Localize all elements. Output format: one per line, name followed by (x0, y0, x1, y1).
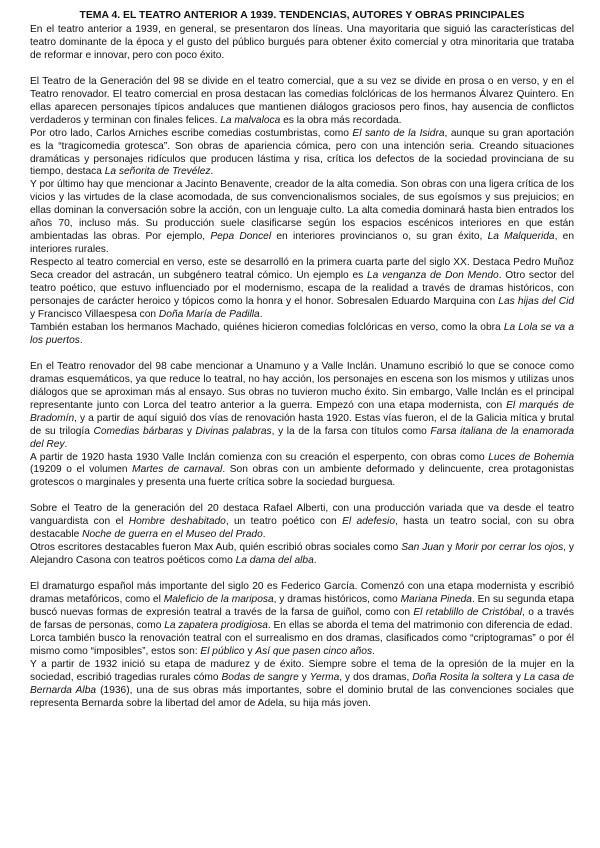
text-run: (1936), una de sus obras más importantes, sobre el dominio brutal de las convenciones sociales que representa Bernarda sobre la libertad del amor de Adela, su hija más joven. (30, 684, 574, 709)
work-title: La venganza de Don Mendo (366, 270, 499, 282)
work-title: La Malquerida (487, 231, 555, 243)
paragraph-spacer (30, 490, 574, 503)
work-title: Bodas de sangre (221, 671, 299, 683)
paragraph (30, 503, 574, 542)
work-title: Luces de Bohemia (488, 451, 574, 463)
paragraph-spacer (30, 348, 574, 361)
paragraph (30, 76, 574, 128)
text-run: También estaban los hermanos Machado, quiénes hicieron comedias folclóricas en verso, como la obra (30, 321, 504, 333)
text-run: . (210, 166, 214, 178)
text-run: . (262, 529, 266, 541)
work-title: Doña Rosita la soltera (412, 671, 513, 683)
work-title: El adefesio (342, 516, 395, 528)
text-run: y (444, 542, 456, 554)
text-run: , y Alejandro Casona con teatros poéticos como (30, 542, 575, 567)
work-title: Farsa italiana de la enamorada del Rey (30, 425, 574, 450)
text-run: , y a partir de aquí siguió dos vías de renovación hasta 1920. Estas vías fueron, el de la Galicia mítica y brutal de su trilogía (30, 412, 574, 437)
text-run: y (512, 671, 524, 683)
work-title: Morir por cerrar los ojos (455, 542, 564, 554)
work-title: Las hijas del Cid (498, 296, 574, 308)
work-title: Mariana Pineda (400, 594, 472, 606)
text-run: en interiores provincianos o, su gran éxito, (271, 231, 488, 243)
text-run: (19209 o el volumen (30, 464, 133, 476)
work-title: El marqués de Bradomín (30, 399, 575, 424)
paragraph (30, 322, 574, 348)
work-title: El público (200, 645, 245, 657)
paragraph (30, 179, 574, 257)
text-run: y (298, 671, 310, 683)
work-title: La malvaloca (220, 114, 281, 126)
paragraph (30, 257, 574, 322)
paragraph-spacer (30, 63, 574, 76)
text-run: , o a través de farsas de personas, como (30, 607, 574, 631)
text-run: y Francisco Villaespesa con (30, 308, 159, 320)
text-run: . Son obras con un ambiente deformado y delincuente, crea protagonistas grotescos o marginales y presenta una fuerte crítica sobre la sociedad burguesa. (30, 464, 575, 489)
text-run: Respecto al teatro comercial en verso, este se desarrolló en la primera cuarta parte del siglo XX. Destaca Pedro Muñoz Seca creador del astracán, un subgénero teatral cómico. Un ejemplo es (30, 257, 574, 282)
work-title: La Lola se va a los puertos (30, 321, 574, 346)
document-body (30, 24, 574, 711)
paragraph (30, 659, 574, 711)
paragraph (30, 128, 574, 180)
text-run: El dramaturgo español más importante del siglo 20 es Federico García. Comenzó con una etapa modernista y escribió dramas metafóricos, como el (30, 581, 574, 606)
text-run: A partir de 1920 hasta 1930 Valle Inclán comienza con su creación el esperpento, con obras como (30, 451, 489, 463)
text-run: . En ellas se aborda el tema del matrimonio con diferencia de edad. (267, 619, 573, 631)
work-title: La señorita de Trevélez (104, 166, 211, 178)
text-run: . (64, 438, 68, 450)
work-title: San Juan (401, 542, 445, 554)
work-title: Divinas palabras (195, 425, 272, 437)
paragraph (30, 452, 574, 491)
work-title: Martes de carnaval (132, 464, 223, 476)
text-run: , y dos dramas, (339, 671, 413, 683)
text-run: El Teatro de la Generación del 98 se divide en el teatro comercial, que a su vez se divide en prosa o en verso, y en el Teatro renovador. El teatro comercial en prosa destacan las comedias folclóricas de los hermanos Álvarez Quintero. En ellas aparecen personajes típicos andaluces que mantienen diálogos graciosos pero finos, hay ausencia de conflictos verdaderos y terminan con finales felices. (30, 75, 574, 126)
work-title: Así que pasen cinco años (255, 645, 373, 657)
work-title: La zapatera prodigiosa (164, 619, 268, 631)
text-run: . Otro sector del teatro poético, que estuvo influenciado por el modernismo, escapa de la realidad a través de dramas históricos, con personajes de carácter heroico y tópicos como la honra y el honor. Sobresalen Eduardo Marquina con (30, 270, 574, 308)
text-run: Lorca también busco la renovación teatral con el surrealismo en dos dramas, clasificados como “criptogramas” o por él mismo como “imposibles”, estos son: (30, 632, 574, 657)
text-run: . (79, 334, 83, 346)
work-title: Yerma (309, 671, 340, 683)
text-run: es la obra más recordada. (280, 114, 402, 126)
paragraph (30, 633, 574, 659)
text-run: . (372, 645, 375, 657)
text-run: En el teatro anterior a 1939, en general, se presentaron dos líneas. Una mayoritaria que siguió las características del teatro dominante de la época y el gusto del público burgués para obtener éxito comercial y otra minoritaria que trataba de reformar e innovar, pero con poco éxito. (30, 23, 574, 61)
paragraph-spacer (30, 568, 574, 581)
text-run: Por otro lado, Carlos Arniches escribe comedias costumbristas, como (30, 127, 353, 139)
work-title: La casa de Bernarda Alba (30, 671, 574, 696)
work-title: Doña María de Padilla (158, 308, 260, 320)
text-run: , hasta un teatro social, con su obra destacable (30, 516, 574, 541)
text-run: . (259, 308, 263, 320)
work-title: El retablillo de Cristóbal (413, 607, 522, 619)
paragraph (30, 581, 574, 633)
text-run: y (244, 645, 256, 657)
text-run: , aunque su gran aportación es la “tragicomedia grotesca”. Son obras de apariencia cómica, pero con una intención seria. Creando situaciones dramáticas y personajes ridículos que producen lástima y risa, crítica los defectos de la sociedad provinciana de su tiempo, destaca (30, 127, 574, 178)
work-title: El santo de la Isidra (352, 127, 445, 139)
work-title: Comedias bárbaras (93, 425, 184, 437)
paragraph (30, 542, 574, 568)
work-title: Maleficio de la mariposa (163, 594, 274, 606)
text-run: Otros escritores destacables fueron Max Aub, quién escribió obras sociales como (30, 542, 402, 554)
text-run: y (183, 425, 196, 437)
paragraph (30, 24, 574, 63)
text-run: Y a partir de 1932 inició su etapa de madurez y de éxito. Siempre sobre el tema de la opresión de la mujer en la sociedad, escribió tragedias rurales cómo (30, 658, 574, 683)
work-title: Hombre deshabitado (128, 516, 226, 528)
text-run: , y dramas históricos, como (273, 594, 401, 606)
text-run: , un teatro poético con (225, 516, 343, 528)
work-title: La dama del alba (235, 555, 314, 567)
text-run: Y por último hay que mencionar a Jacinto Benavente, creador de la alta comedia. Son obras con una ligera crítica de los vicios y las virtudes de la clase acomodada, de sus convencionalismos sociales, de sus egoísmos y sus prejuicios; en ellas dominan la conversación sobre la acción, con un lenguaje culto. La alta comedia dominará hasta bien entrados los años 70, incluso más. Su producción suele clasificarse según los espacios escénicos interiores en que están ambientadas las obras. Por ejemplo, (30, 179, 574, 243)
text-run: . En su segunda etapa buscó nuevas formas de expresión teatral a través de la farsa de guiñol, como con (30, 594, 574, 619)
work-title: Noche de guerra en el Museo del Prado (82, 529, 263, 541)
text-run: , en interiores rurales. (30, 231, 574, 256)
paragraph (30, 361, 574, 452)
text-run: , y la de la farsa con títulos como (271, 425, 431, 437)
page-title: TEMA 4. EL TEATRO ANTERIOR A 1939. TENDENCIAS, AUTORES Y OBRAS PRINCIPALES (79, 10, 525, 21)
work-title: Pepa Doncel (210, 231, 272, 243)
text-run: Sobre el Teatro de la generación del 20 destaca Rafael Alberti, con una producción variada que va desde el teatro vanguardista con el (30, 503, 574, 528)
text-run: En el Teatro renovador del 98 cabe mencionar a Unamuno y a Valle Inclán. Unamuno escribió lo que se conoce como dramas esquemáticos, ya que reduce lo teatral, no hay acción, los personajes en escena son los mismos y utilizas unos diálogos que se aproximan más al ensayo. Sus obras no tuvieron mucho éxito. Sin embargo, Valle Inclán es el principal representante junto con Lorca del teatro anterior a la guerra. Empezó con una etapa modernista, con (30, 360, 574, 411)
text-run: . (313, 555, 317, 567)
